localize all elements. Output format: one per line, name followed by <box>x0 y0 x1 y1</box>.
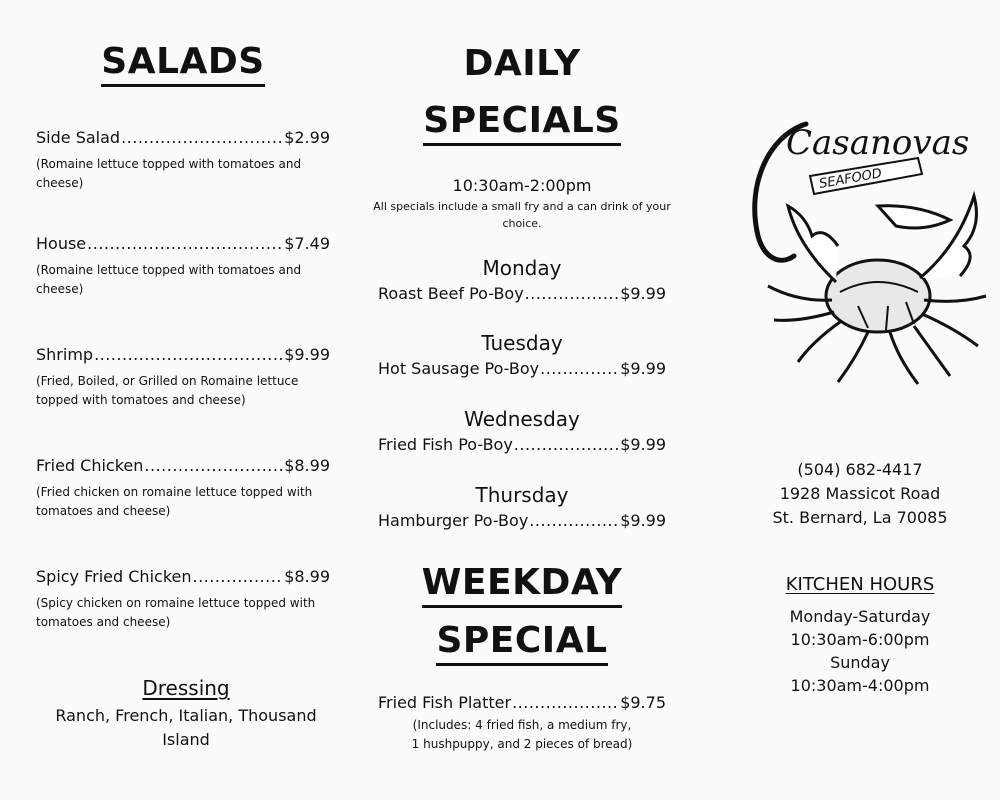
salad-item-description: (Fried, Boiled, or Grilled on Romaine lettuce topped with tomatoes and cheese) <box>36 374 299 407</box>
address-line1: 1928 Massicot Road <box>779 484 941 503</box>
daily-special-item: Hamburger Po-Boy <box>378 511 529 530</box>
daily-special-row <box>378 435 666 454</box>
salad-item-row <box>36 128 330 147</box>
salad-item-name: Spicy Fried Chicken <box>36 567 192 586</box>
leader-dots <box>144 456 283 475</box>
daily-special <box>378 256 666 303</box>
salad-item <box>36 567 330 632</box>
weekday-special-desc-line2: 1 hushpuppy, and 2 pieces of bread) <box>411 737 633 751</box>
daily-special-price: $9.99 <box>620 284 666 303</box>
daily-special-price: $9.99 <box>620 359 666 378</box>
salad-item-row <box>36 567 330 586</box>
leader-dots <box>540 359 619 378</box>
day-name: Monday <box>482 256 562 280</box>
kitchen-hours-line: 10:30am-4:00pm <box>790 676 930 695</box>
special-heading-text: SPECIAL <box>436 620 607 666</box>
daily-special-item: Hot Sausage Po-Boy <box>378 359 540 378</box>
daily-special <box>378 331 666 378</box>
weekday-special-price: $9.75 <box>620 693 666 712</box>
salad-item-name: Shrimp <box>36 345 94 364</box>
specials-heading-line2 <box>372 100 672 141</box>
salad-item-price: $9.99 <box>284 345 330 364</box>
day-name: Tuesday <box>481 331 563 355</box>
daily-special-price: $9.99 <box>620 435 666 454</box>
daily-special-item: Roast Beef Po-Boy <box>378 284 524 303</box>
kitchen-hours-heading: KITCHEN HOURS <box>785 574 935 595</box>
dressing-options: Ranch, French, Italian, Thousand Island <box>55 706 317 749</box>
daily-heading-line1 <box>372 43 672 84</box>
salad-item-row <box>36 234 330 253</box>
weekday-heading-line2 <box>372 620 672 661</box>
salad-item-row <box>36 345 330 364</box>
contact-block <box>720 458 1000 530</box>
daily-special-item: Fried Fish Po-Boy <box>378 435 513 454</box>
weekday-heading-text: WEEKDAY <box>422 562 623 608</box>
daily-special-row <box>378 511 666 530</box>
kitchen-hours-list <box>720 605 1000 697</box>
salad-item-price: $2.99 <box>284 128 330 147</box>
weekday-heading-line1 <box>372 562 672 603</box>
leader-dots <box>529 511 619 530</box>
leader-dots <box>512 693 619 712</box>
kitchen-hours-line: Monday-Saturday <box>789 607 931 626</box>
dressing-section <box>36 676 336 752</box>
salad-item-description: (Romaine lettuce topped with tomatoes and cheese) <box>36 157 302 190</box>
leader-dots <box>94 345 283 364</box>
address-line2: St. Bernard, La 70085 <box>772 508 948 527</box>
day-name: Wednesday <box>464 407 580 431</box>
weekday-special-row <box>378 693 666 712</box>
weekday-special-item: Fried Fish Platter <box>378 693 512 712</box>
leader-dots <box>193 567 284 586</box>
daily-special <box>378 407 666 454</box>
daily-special <box>378 483 666 530</box>
daily-special-row <box>378 284 666 303</box>
salad-item-description: (Romaine lettuce topped with tomatoes and cheese) <box>36 263 302 296</box>
leader-dots <box>121 128 283 147</box>
salad-item-name: Fried Chicken <box>36 456 144 475</box>
salads-heading-text: SALADS <box>101 41 264 87</box>
daily-hours: 10:30am-2:00pm <box>452 176 592 195</box>
kitchen-hours-line: 10:30am-6:00pm <box>790 630 930 649</box>
leader-dots <box>87 234 283 253</box>
daily-special-price: $9.99 <box>620 511 666 530</box>
dressing-heading: Dressing <box>142 676 230 700</box>
weekday-special-desc-line1: (Includes: 4 fried fish, a medium fry, <box>412 718 632 732</box>
salad-item <box>36 128 330 193</box>
weekday-special <box>378 693 666 754</box>
kitchen-hours-line: Sunday <box>830 653 890 672</box>
salad-item-price: $8.99 <box>284 456 330 475</box>
salad-item-price: $7.49 <box>284 234 330 253</box>
specials-heading-text: SPECIALS <box>423 100 620 146</box>
daily-heading-text: DAILY <box>463 43 581 84</box>
leader-dots <box>514 435 619 454</box>
day-name: Thursday <box>475 483 569 507</box>
salad-item <box>36 456 330 521</box>
salad-item-price: $8.99 <box>284 567 330 586</box>
leader-dots <box>525 284 620 303</box>
salad-item-row <box>36 456 330 475</box>
kitchen-hours-section <box>720 574 1000 697</box>
salad-item-description: (Spicy chicken on romaine lettuce topped with tomatoes and cheese) <box>36 596 316 629</box>
salad-item-name: Side Salad <box>36 128 121 147</box>
salad-item-description: (Fried chicken on romaine lettuce topped with tomatoes and cheese) <box>36 485 313 518</box>
salads-heading <box>36 41 330 82</box>
logo-brand: Casanovas <box>786 123 970 163</box>
crab-logo-icon <box>728 96 998 396</box>
phone-number: (504) 682-4417 <box>797 460 923 479</box>
logo <box>728 96 998 396</box>
daily-note: All specials include a small fry and a can drink of your choice. <box>373 200 671 230</box>
salad-item <box>36 234 330 299</box>
salad-item-name: House <box>36 234 87 253</box>
salad-item <box>36 345 330 410</box>
logo-sub: SEAFOOD <box>818 166 884 192</box>
daily-special-row <box>378 359 666 378</box>
